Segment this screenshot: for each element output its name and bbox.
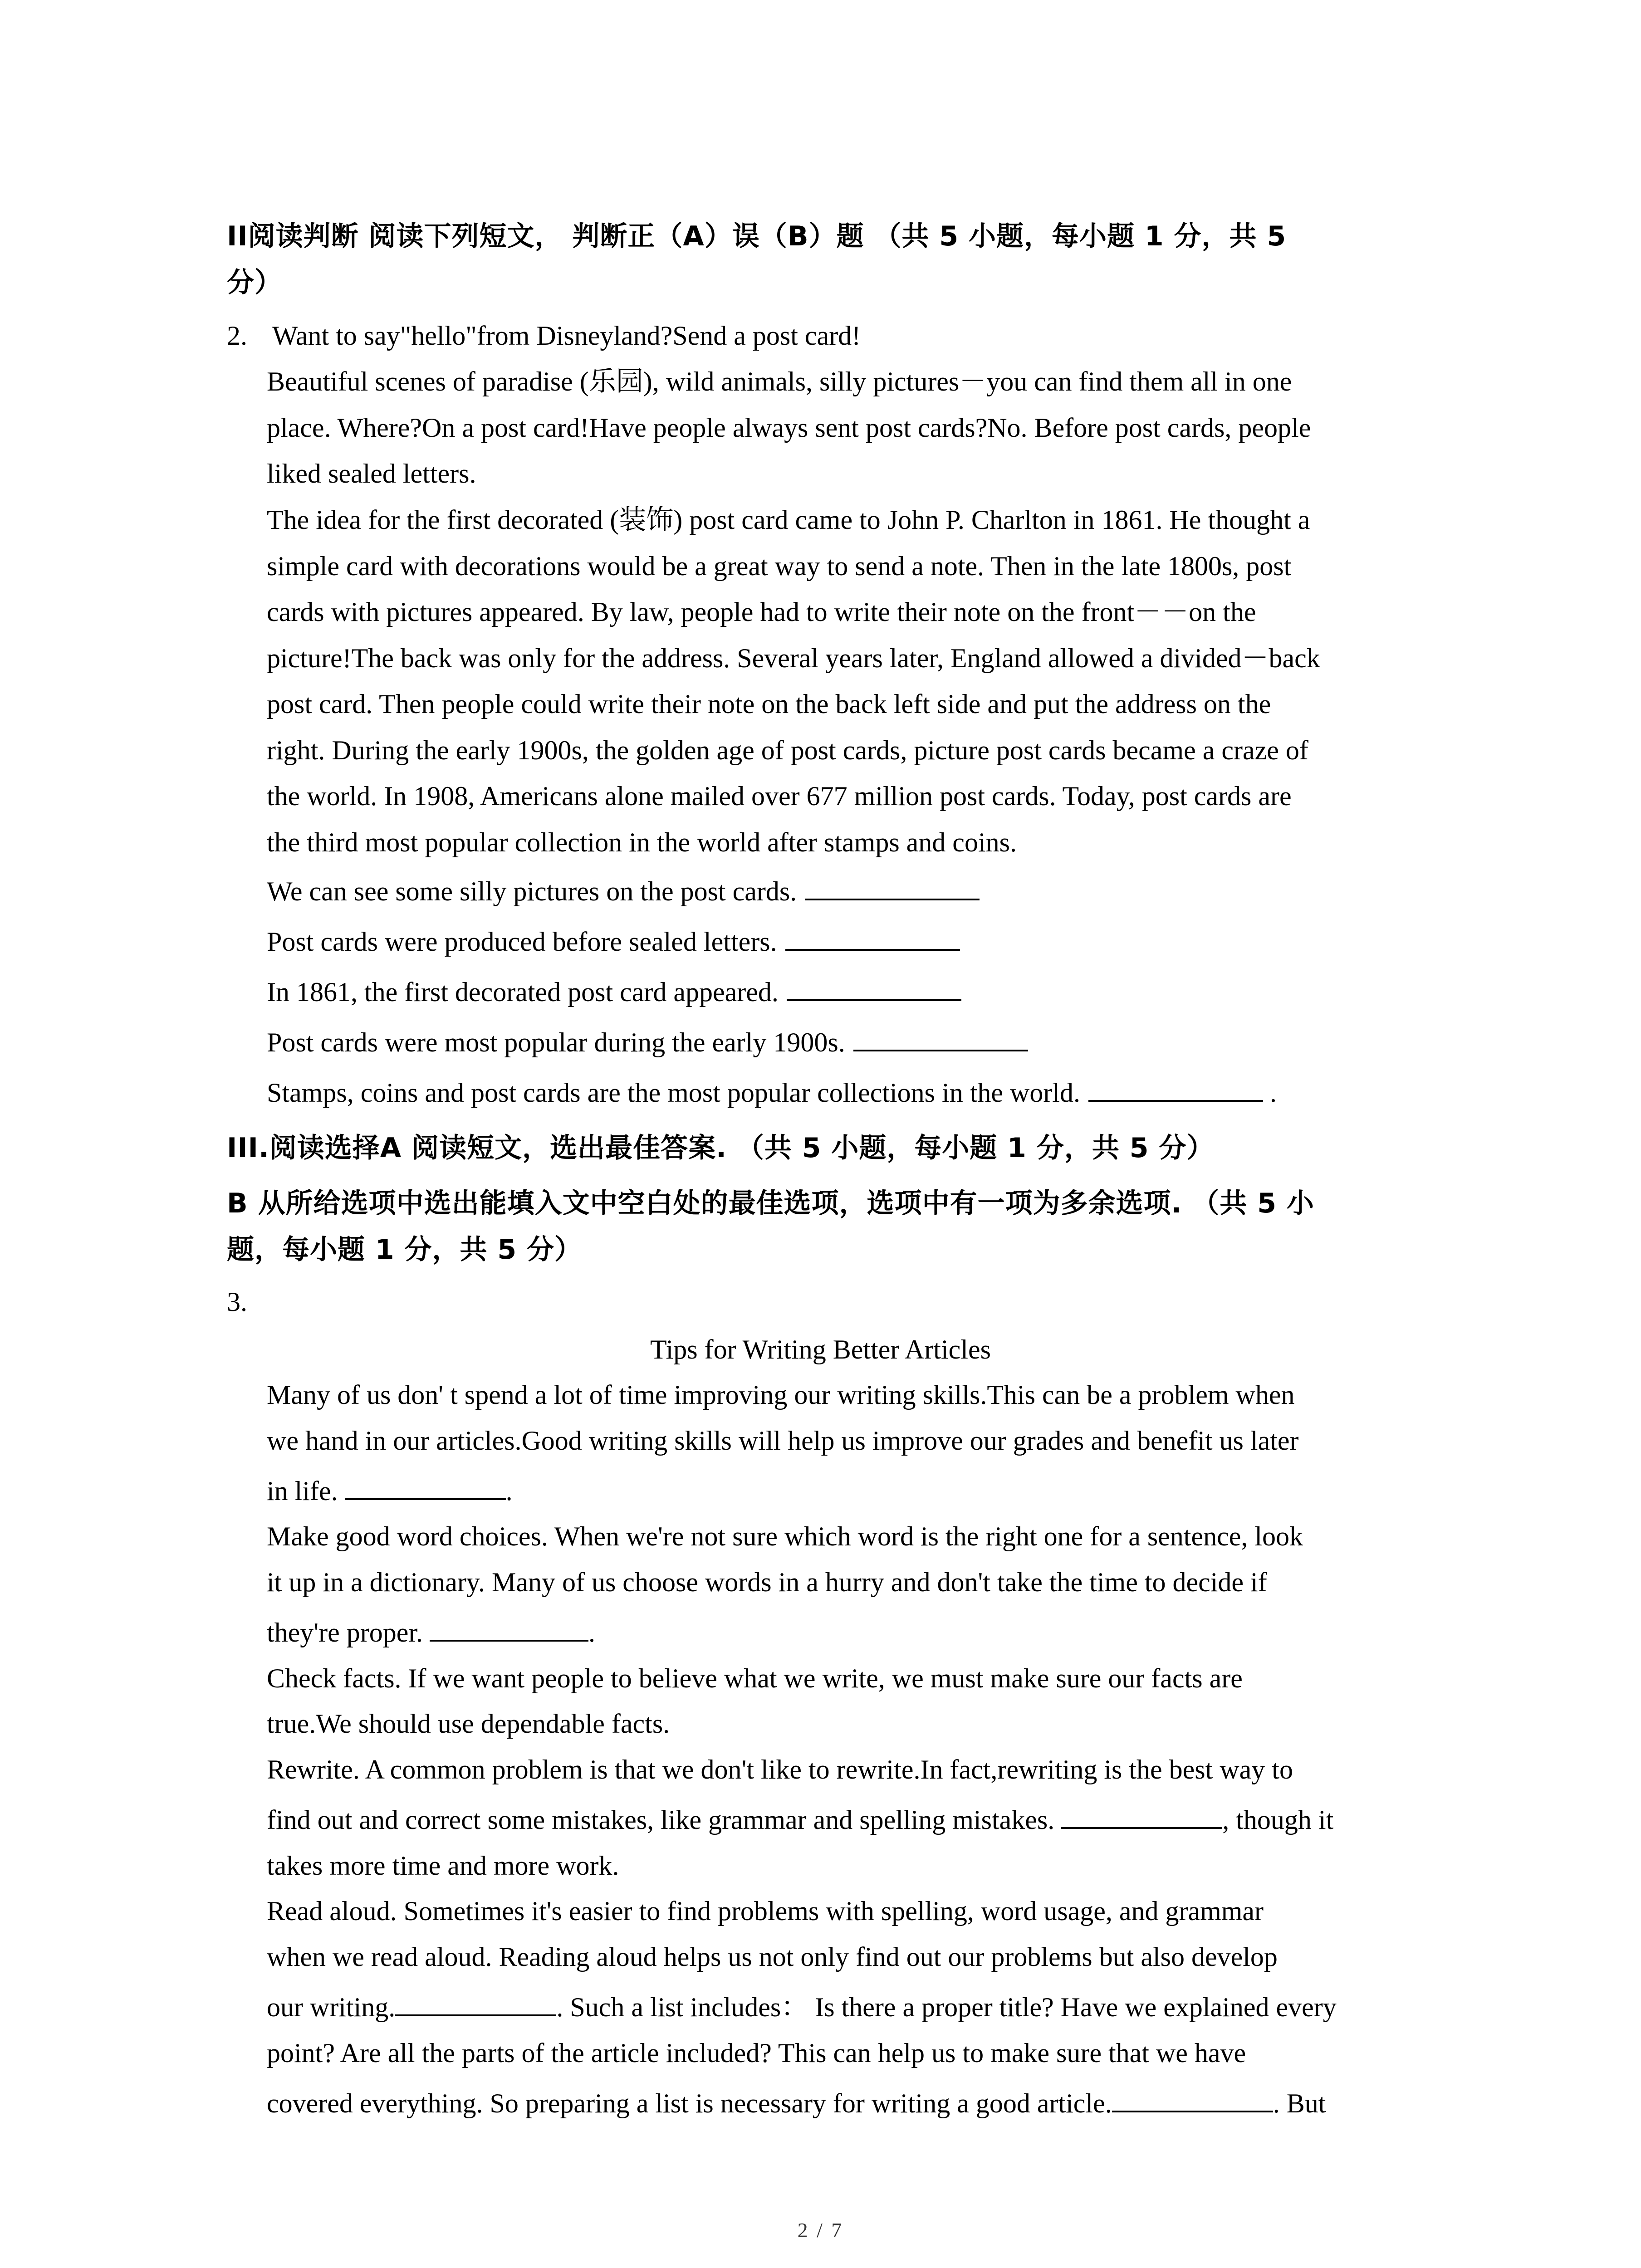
passage-line-with-blank [267, 1984, 1337, 2030]
passage-text: covered everything. So preparing a list is necessary for writing a good article. [267, 2088, 1112, 2118]
passage-line: cards with pictures appeared. By law, people had to write their note on the front－－on the [267, 597, 1256, 627]
passage-line: point? Are all the parts of the article included? This can help us to make sure that we have [267, 2038, 1246, 2068]
passage-line: right. During the early 1900s, the golden age of post cards, picture post cards became a craze of [267, 735, 1308, 765]
passage-line: post card. Then people could write their note on the back left side and put the address on the [267, 689, 1271, 719]
statement-1 [267, 869, 980, 914]
answer-blank-2[interactable] [430, 1612, 588, 1642]
section-2-heading-line2: 分） [227, 267, 282, 298]
section-2-heading-line1: II阅读判断 阅读下列短文， 判断正（A）误（B）题 （共 5 小题，每小题 1 分，共 5 [227, 220, 1287, 252]
question-2-number: 2. [227, 321, 247, 351]
passage-line-with-blank [267, 2081, 1326, 2126]
passage-line: when we read aloud. Reading aloud helps us not only find out our problems but also develop [267, 1942, 1278, 1972]
section-3b-heading [227, 1180, 1429, 1273]
passage-text: find out and correct some mistakes, like grammar and spelling mistakes. [267, 1805, 1055, 1835]
statement-text: In 1861, the first decorated post card appeared. [267, 977, 779, 1007]
answer-blank[interactable] [785, 921, 960, 951]
passage-text: . Such a list includes： Is there a proper title? Have we explained every [556, 1992, 1337, 2022]
page-number: 2 / 7 [797, 2219, 844, 2242]
statement-text: Post cards were produced before sealed letters. [267, 927, 777, 957]
passage-line-with-blank [267, 1468, 513, 1514]
passage-line: Many of us don' t spend a lot of time improving our writing skills.This can be a problem when [267, 1380, 1295, 1410]
passage-line: Beautiful scenes of paradise (乐园), wild animals, silly pictures－you can find them all in one [267, 367, 1292, 396]
answer-blank[interactable] [853, 1022, 1028, 1051]
answer-blank[interactable] [787, 971, 961, 1001]
passage-text: . [505, 1476, 513, 1506]
passage-text: they're proper. [267, 1618, 423, 1647]
section-3b-heading-line2: 题，每小题 1 分，共 5 分） [227, 1234, 583, 1266]
passage-line: The idea for the first decorated (装饰) post card came to John P. Charlton in 1861. He thought a [267, 505, 1310, 535]
section-3a-heading: III.阅读选择A 阅读短文，选出最佳答案. （共 5 小题，每小题 1 分，共 5 分） [227, 1132, 1215, 1164]
passage-line-with-blank [267, 1610, 595, 1655]
statement-3 [267, 969, 961, 1015]
passage-line: Make good word choices. When we're not sure which word is the right one for a sentence, look [267, 1521, 1303, 1551]
answer-blank-1[interactable] [345, 1470, 506, 1500]
answer-blank-5[interactable] [1112, 2082, 1273, 2112]
passage-line: the third most popular collection in the world after stamps and coins. [267, 827, 1017, 857]
passage-text: , though it [1222, 1805, 1334, 1835]
section-3b-heading-line1: B 从所给选项中选出能填入文中空白处的最佳选项，选项中有一项为多余选项. （共 5 小 [227, 1188, 1314, 1219]
passage-text: . But [1273, 2088, 1326, 2118]
passage-line: it up in a dictionary. Many of us choose words in a hurry and don't take the time to decide if [267, 1567, 1267, 1597]
passage-line: the world. In 1908, Americans alone mailed over 677 million post cards. Today, post cards are [267, 781, 1292, 811]
passage-text: . [588, 1618, 596, 1647]
statement-text: Stamps, coins and post cards are the most popular collections in the world. [267, 1078, 1080, 1108]
statement-text: We can see some silly pictures on the post cards. [267, 876, 797, 906]
passage-line: simple card with decorations would be a great way to send a note. Then in the late 1800s, post [267, 551, 1292, 581]
passage-line: takes more time and more work. [267, 1851, 619, 1881]
question-2-lead: Want to say"hello"from Disneyland?Send a post card! [272, 321, 861, 351]
passage-line: Check facts. If we want people to believe what we write, we must make sure our facts are [267, 1663, 1243, 1693]
statement-end: . [1269, 1078, 1277, 1108]
statement-2 [267, 919, 960, 964]
question-3-number: 3. [227, 1287, 247, 1317]
answer-blank-4[interactable] [395, 1986, 556, 2016]
passage-line-with-blank [267, 1797, 1333, 1843]
statement-4 [267, 1020, 1028, 1065]
passage-line: picture!The back was only for the address. Several years later, England allowed a divided－back [267, 643, 1320, 673]
passage-2-paragraph-2 [267, 497, 1465, 865]
statement-text: Post cards were most popular during the early 1900s. [267, 1027, 845, 1057]
answer-blank[interactable] [1088, 1072, 1263, 1102]
passage-line: Read aloud. Sometimes it's easier to find problems with spelling, word usage, and grammar [267, 1896, 1264, 1926]
passage-line: true.We should use dependable facts. [267, 1709, 670, 1739]
passage-2-paragraph-1 [267, 359, 1465, 497]
answer-blank[interactable] [805, 870, 980, 900]
passage-3-title: Tips for Writing Better Articles [650, 1334, 991, 1364]
passage-line: we hand in our articles.Good writing skills will help us improve our grades and benefit us later [267, 1426, 1299, 1456]
passage-text: our writing. [267, 1992, 396, 2022]
passage-line: Rewrite. A common problem is that we don't like to rewrite.In fact,rewriting is the best way to [267, 1755, 1293, 1784]
statement-5 [267, 1070, 1277, 1115]
section-2-heading [227, 213, 1429, 306]
passage-text: in life. [267, 1476, 338, 1506]
passage-line: place. Where?On a post card!Have people always sent post cards?No. Before post cards, people [267, 412, 1311, 443]
answer-blank-3[interactable] [1061, 1799, 1222, 1829]
passage-line: liked sealed letters. [267, 459, 476, 489]
